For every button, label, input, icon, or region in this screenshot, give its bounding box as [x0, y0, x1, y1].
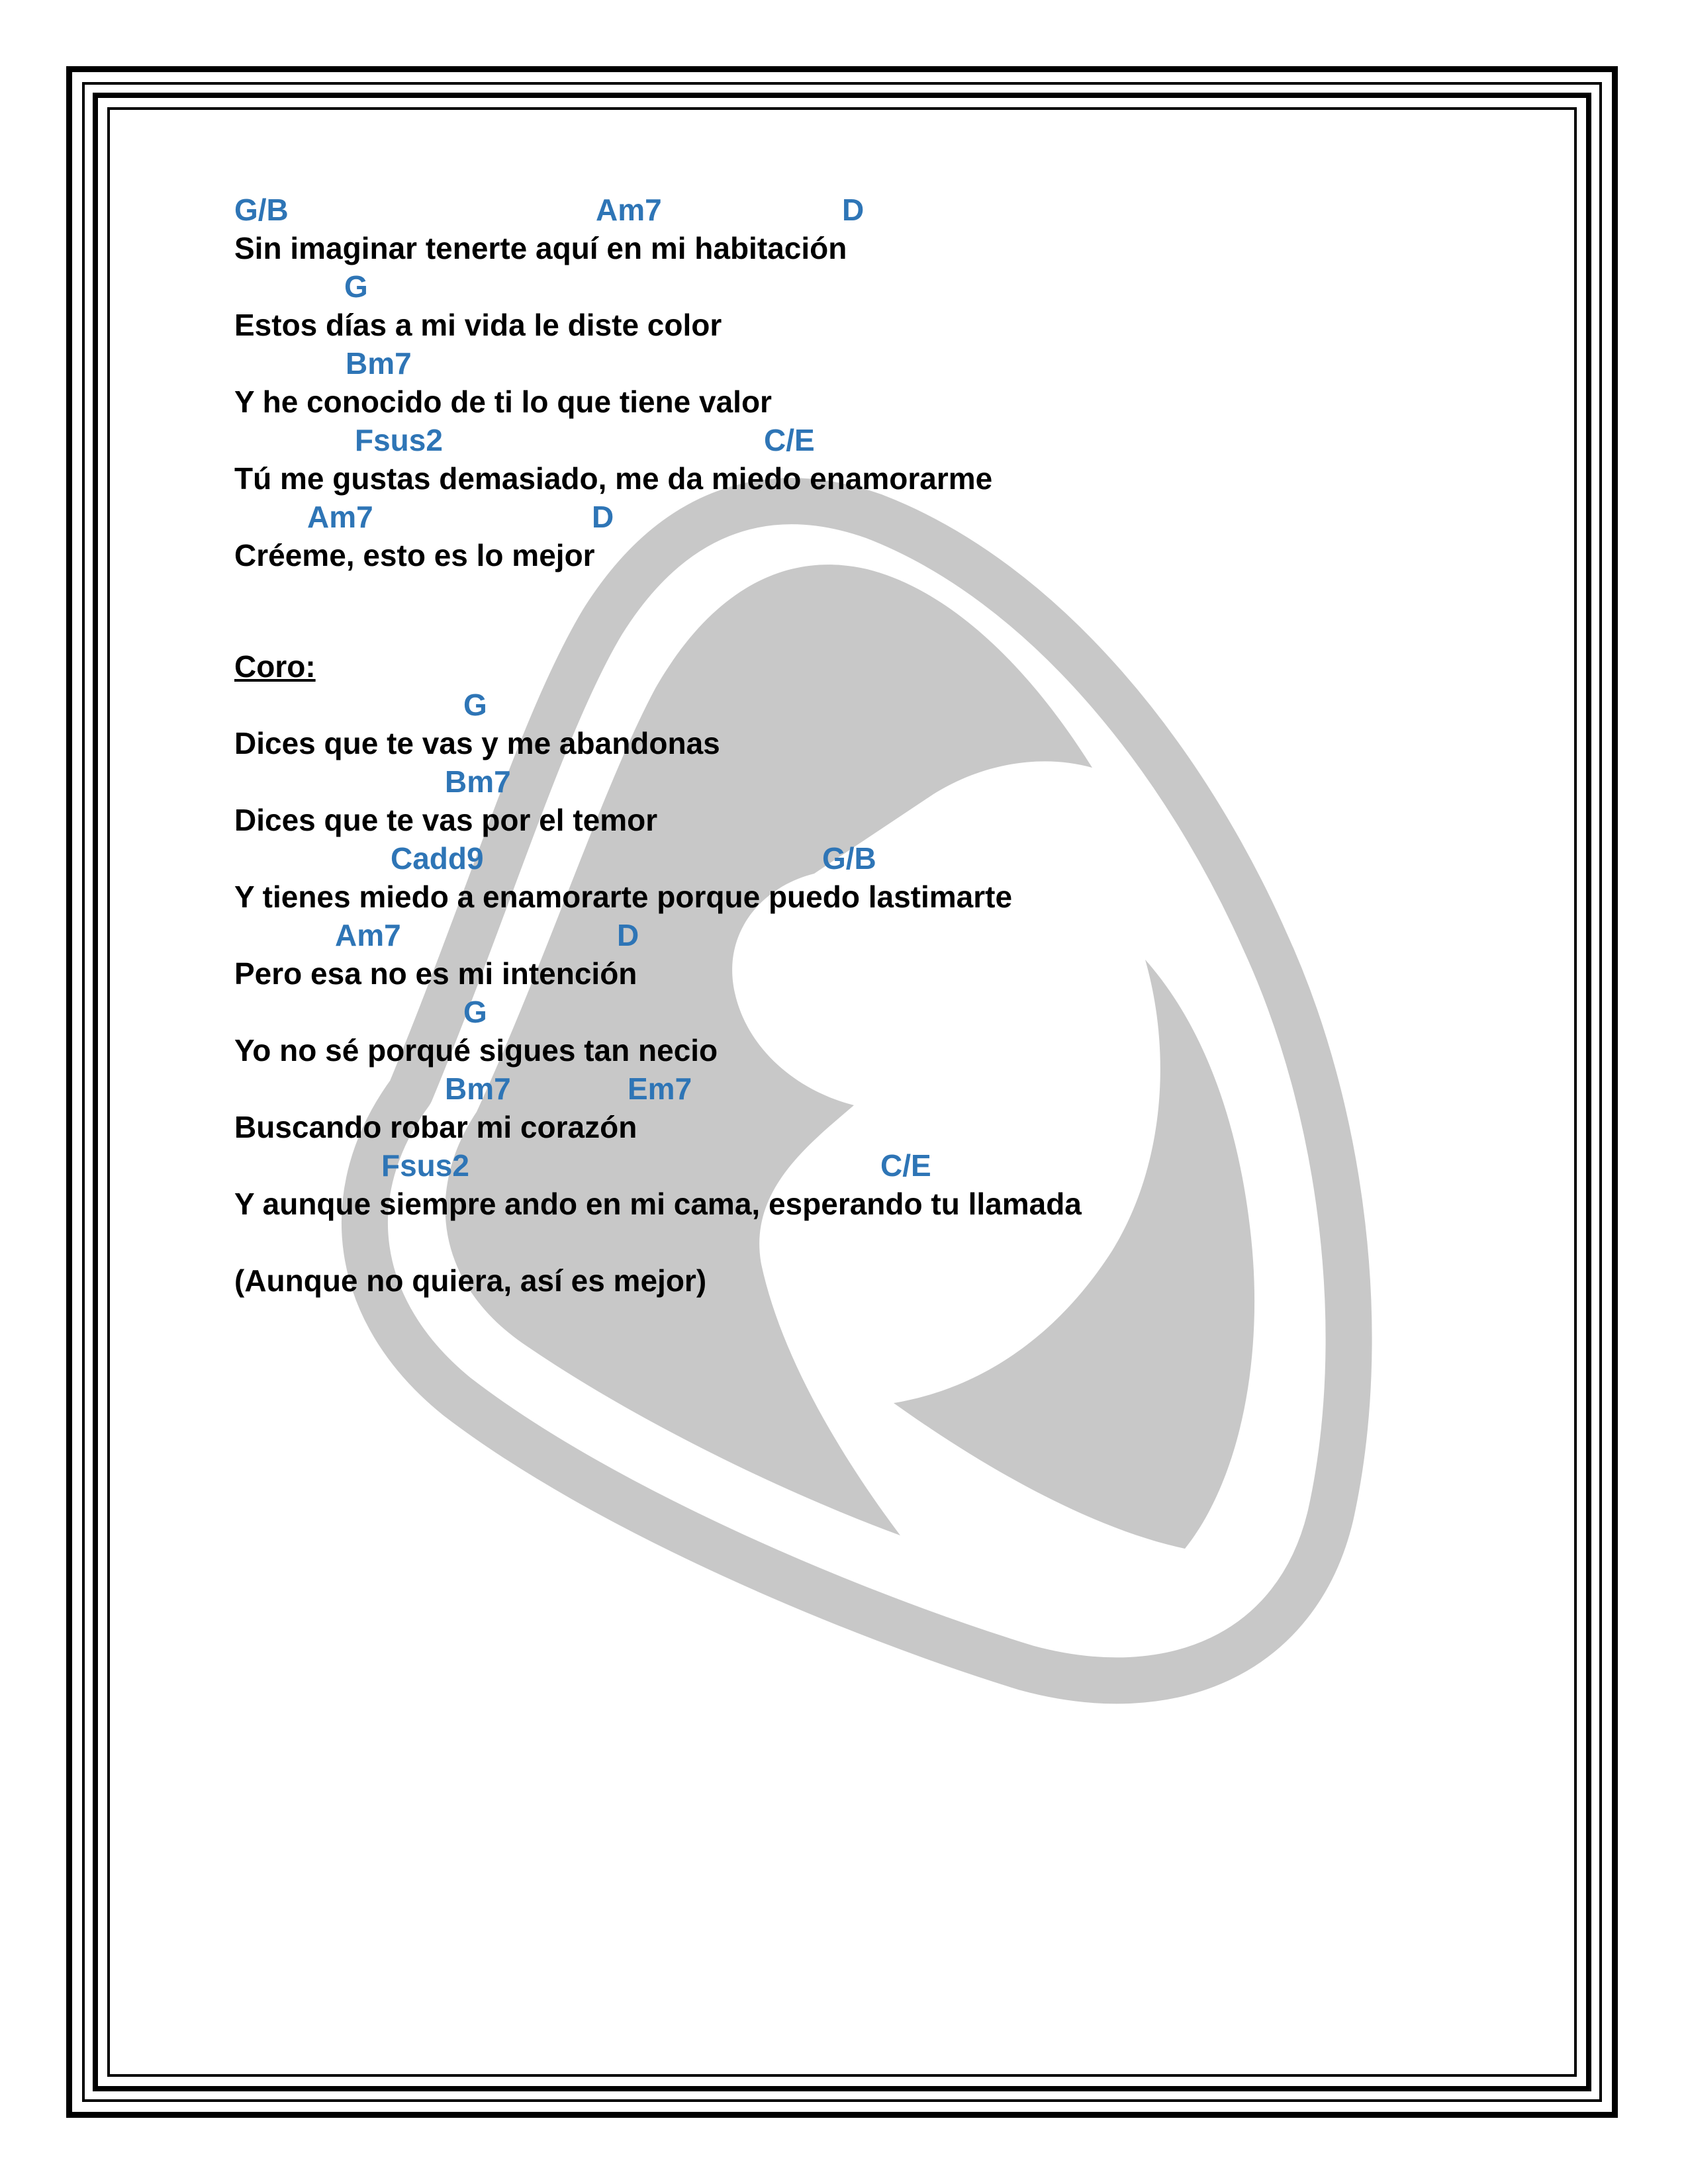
chord: D	[617, 918, 639, 952]
chord-line	[234, 1146, 1525, 1185]
lyric-line: Y he conocido de ti lo que tiene valor	[234, 385, 772, 419]
chord-line	[234, 421, 1525, 459]
closing-note: (Aunque no quiera, así es mejor)	[234, 1263, 707, 1298]
lyric-line: Buscando robar mi corazón	[234, 1110, 637, 1144]
section-title-chorus: Coro:	[234, 649, 316, 684]
chord-line	[234, 344, 1525, 383]
chord: D	[842, 193, 865, 227]
chord-line	[234, 839, 1525, 878]
chord-line	[234, 267, 1525, 306]
chord: Am7	[335, 918, 401, 952]
chord: Fsus2	[381, 1148, 469, 1183]
lyric-line: Créeme, esto es lo mejor	[234, 538, 595, 572]
lyric-line: Estos días a mi vida le diste color	[234, 308, 722, 342]
chord: G	[463, 688, 487, 722]
lyric-line: Y aunque siempre ando en mi cama, esperando tu llamada	[234, 1187, 1082, 1221]
chord-line	[234, 191, 1525, 229]
chord: Am7	[307, 500, 373, 534]
chord: G	[344, 269, 368, 304]
chord-line	[234, 498, 1525, 536]
lyric-line: Dices que te vas por el temor	[234, 803, 658, 837]
lyric-line: Sin imaginar tenerte aquí en mi habitación	[234, 231, 847, 265]
chord: Fsus2	[355, 423, 443, 457]
chord: Bm7	[445, 764, 511, 799]
chord: G	[463, 995, 487, 1029]
chord-sheet	[234, 191, 1525, 1300]
lyric-line: Dices que te vas y me abandonas	[234, 726, 720, 760]
chord: Em7	[628, 1071, 692, 1106]
chord-line	[234, 993, 1525, 1031]
chord-line	[234, 686, 1525, 724]
chord: Am7	[596, 193, 662, 227]
chord-line	[234, 1069, 1525, 1108]
chord: Bm7	[445, 1071, 511, 1106]
chord: G/B	[822, 841, 876, 876]
chord: Cadd9	[391, 841, 484, 876]
chord: D	[592, 500, 614, 534]
lyric-line: Pero esa no es mi intención	[234, 956, 637, 991]
lyric-line: Tú me gustas demasiado, me da miedo enamorarme	[234, 461, 993, 496]
lyric-line: Y tienes miedo a enamorarte porque puedo lastimarte	[234, 880, 1013, 914]
lyric-line: Yo no sé porqué sigues tan necio	[234, 1033, 718, 1068]
chord: G/B	[234, 193, 289, 227]
chord: C/E	[764, 423, 815, 457]
chord: C/E	[880, 1148, 931, 1183]
chord: Bm7	[346, 346, 412, 381]
chord-line	[234, 762, 1525, 801]
chord-line	[234, 916, 1525, 954]
